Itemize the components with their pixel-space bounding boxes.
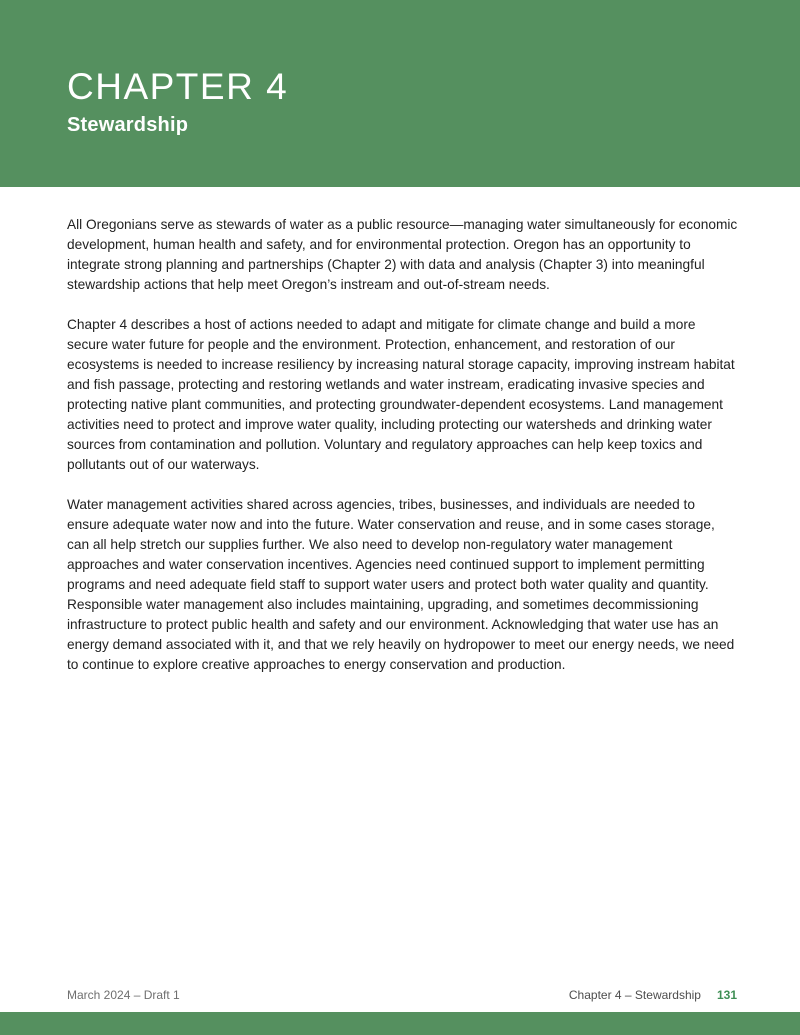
footer-right-group [569, 988, 737, 1002]
footer-date-draft: March 2024 – Draft 1 [67, 988, 180, 1002]
chapter-subtitle: Stewardship [67, 113, 189, 136]
footer-page-number: 131 [716, 988, 737, 1002]
paragraph-1: All Oregonians serve as stewards of water as a public resource—managing water simultaneously for economic development, human health and safety, and for environmental protection. Oregon has an opportunity to integrate strong planning and partnerships (Chapter 2) with data and analysis (Chapter 3) into meaningful stewardship actions that help meet Oregon’s instream and out-of-stream needs. [67, 217, 738, 292]
page-footer [67, 988, 737, 1002]
chapter-header-band [0, 0, 800, 187]
body-text-block [67, 215, 739, 695]
chapter-title: CHAPTER 4 [67, 66, 289, 107]
bottom-green-band [0, 1012, 800, 1035]
paragraph-2: Chapter 4 describes a host of actions needed to adapt and mitigate for climate change and build a more secure water future for people and the environment. Protection, enhancement, and restoration of our ecosystems is needed to increase resiliency by increasing natural storage capacity, improving instream habitat and fish passage, protecting and restoring wetlands and water instream, eradicating invasive species and protecting native plant communities, and protecting groundwater-dependent ecosystems. Land management activities need to protect and improve water quality, including protecting our watersheds and drinking water sources from contamination and pollution. Voluntary and regulatory approaches can help keep toxics and pollutants out of our waterways. [67, 317, 735, 472]
chapter-title-block [67, 66, 288, 137]
footer-chapter-label: Chapter 4 – Stewardship [568, 988, 701, 1002]
paragraph-3: Water management activities shared across agencies, tribes, businesses, and individuals are needed to ensure adequate water now and into the future. Water conservation and reuse, and in some cases storage, can all help stretch our supplies further. We also need to develop non-regulatory water management approaches and water conservation incentives. Agencies need continued support to implement permitting programs and need adequate field staff to support water users and protect both water quality and quantity. Responsible water management also includes maintaining, upgrading, and sometimes decommissioning infrastructure to protect public health and safety and our environment. Acknowledging that water use has an energy demand associated with it, and that we rely heavily on hydropower to meet our energy needs, we need to continue to explore creative approaches to energy conservation and production. [67, 497, 735, 672]
